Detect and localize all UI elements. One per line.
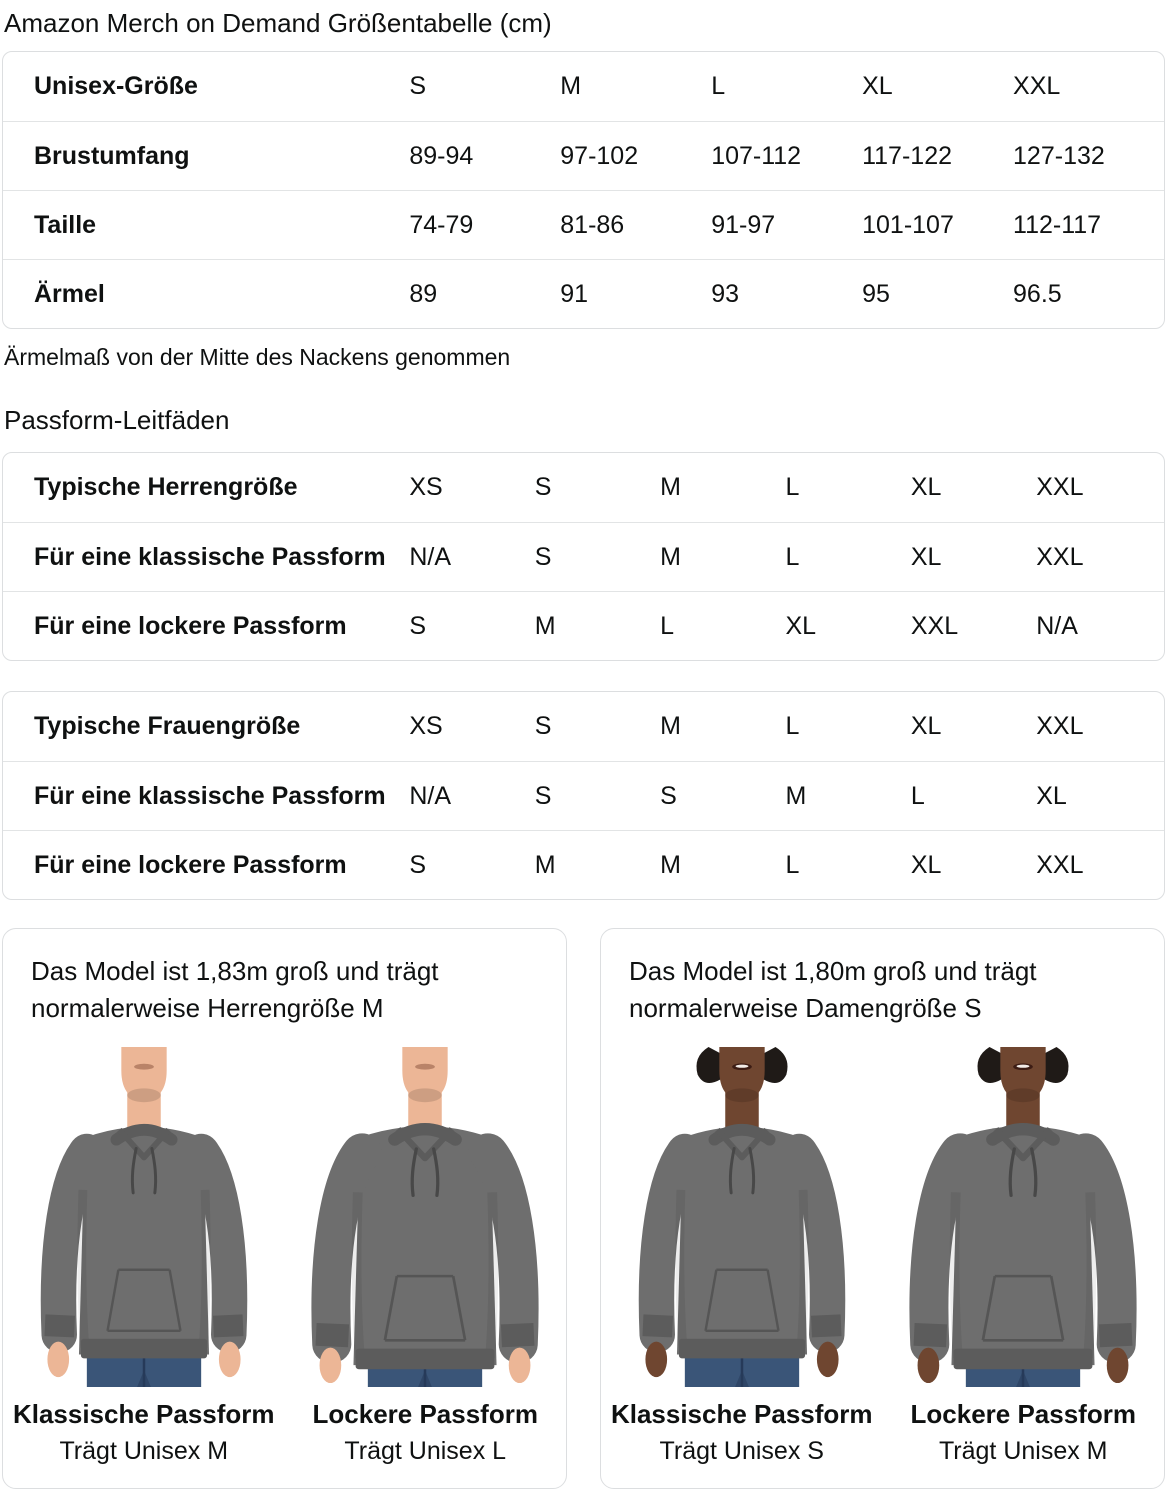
male-model-classic-fit-photo bbox=[20, 1047, 268, 1387]
size-value: 97-102 bbox=[560, 141, 639, 170]
size-value: M bbox=[660, 712, 681, 740]
size-value: 89 bbox=[409, 279, 438, 308]
table-row bbox=[3, 522, 1164, 591]
table-row bbox=[3, 259, 1164, 328]
size-value: 112-117 bbox=[1013, 210, 1102, 239]
size-value: 127-132 bbox=[1013, 141, 1105, 170]
fit-guide-table-men bbox=[2, 452, 1165, 661]
size-value: XXL bbox=[1036, 542, 1084, 571]
size-value: 91-97 bbox=[711, 210, 776, 239]
fit-type-label: Lockere Passform bbox=[312, 1399, 538, 1429]
male-model-loose-fit-photo bbox=[301, 1047, 549, 1387]
size-value: S bbox=[534, 473, 552, 501]
size-value: N/A bbox=[409, 542, 452, 571]
model-description: Das Model ist 1,83m groß und trägt normalerweise Herrengröße M bbox=[31, 956, 439, 1023]
female-model-loose-fit-photo bbox=[899, 1047, 1147, 1387]
size-value: XXL bbox=[1036, 473, 1084, 501]
table-row bbox=[3, 190, 1164, 259]
female-model-classic-fit-photo bbox=[618, 1047, 866, 1387]
size-value: XS bbox=[409, 712, 443, 740]
model-figure-loose bbox=[883, 1047, 1165, 1466]
size-value: M bbox=[534, 611, 556, 640]
size-value: M bbox=[660, 542, 681, 571]
size-value: S bbox=[409, 611, 427, 640]
wears-size-label: Trägt Unisex M bbox=[59, 1437, 229, 1465]
row-label: Taille bbox=[34, 210, 97, 239]
size-value: S bbox=[534, 542, 552, 571]
page-title: Amazon Merch on Demand Größentabelle (cm) bbox=[4, 8, 552, 38]
size-value: XL bbox=[1036, 781, 1067, 810]
wears-size-label: Trägt Unisex M bbox=[938, 1437, 1108, 1465]
model-figure-classic bbox=[3, 1047, 285, 1466]
size-value: L bbox=[711, 72, 726, 100]
model-figures bbox=[601, 1047, 1164, 1466]
model-figures bbox=[3, 1047, 566, 1466]
fit-guides-heading: Passform-Leitfäden bbox=[4, 405, 230, 435]
model-card-women bbox=[600, 928, 1165, 1489]
size-value: S bbox=[409, 850, 427, 879]
row-label: Typische Herrengröße bbox=[34, 473, 298, 501]
fit-guide-table-women bbox=[2, 691, 1165, 900]
size-value: L bbox=[910, 781, 925, 810]
model-figure-loose bbox=[285, 1047, 567, 1466]
size-value: 81-86 bbox=[560, 210, 625, 239]
row-label: Unisex-Größe bbox=[34, 72, 198, 100]
figure-caption bbox=[611, 1387, 873, 1466]
size-value: L bbox=[785, 850, 800, 879]
size-value: XL bbox=[785, 611, 817, 640]
row-label: Für eine lockere Passform bbox=[34, 611, 347, 640]
row-label: Für eine klassische Passform bbox=[34, 542, 386, 571]
size-chart-page bbox=[0, 8, 1167, 1489]
size-value: XS bbox=[409, 473, 443, 501]
model-card-men bbox=[2, 928, 567, 1489]
size-value: M bbox=[660, 473, 681, 501]
size-value: S bbox=[660, 781, 677, 810]
size-value: 93 bbox=[711, 279, 739, 308]
size-value: XL bbox=[910, 473, 942, 501]
size-table bbox=[2, 51, 1165, 329]
size-value: XL bbox=[910, 712, 942, 740]
figure-caption bbox=[13, 1387, 275, 1466]
sleeve-measure-note: Ärmelmaß von der Mitte des Nackens genommen bbox=[4, 344, 511, 370]
size-value: M bbox=[534, 850, 556, 879]
size-value: XL bbox=[862, 72, 893, 100]
fit-type-label: Klassische Passform bbox=[610, 1399, 873, 1429]
size-value: L bbox=[785, 712, 800, 740]
size-value: 74-79 bbox=[409, 210, 474, 239]
table-row bbox=[3, 761, 1164, 830]
size-value: L bbox=[785, 542, 800, 571]
row-label: Für eine klassische Passform bbox=[34, 781, 386, 810]
size-value: M bbox=[785, 781, 807, 810]
size-value: XXL bbox=[1036, 850, 1084, 879]
figure-caption bbox=[911, 1387, 1136, 1466]
fit-type-label: Klassische Passform bbox=[12, 1399, 275, 1429]
size-value: 117-122 bbox=[862, 141, 953, 170]
figure-caption bbox=[313, 1387, 538, 1466]
model-figure-classic bbox=[601, 1047, 883, 1466]
table-row bbox=[3, 52, 1164, 121]
size-value: M bbox=[560, 72, 582, 100]
model-description: Das Model ist 1,80m groß und trägt normalerweise Damengröße S bbox=[629, 956, 1037, 1023]
size-value: 91 bbox=[560, 279, 589, 308]
size-value: 101-107 bbox=[862, 210, 954, 239]
table-row bbox=[3, 692, 1164, 761]
size-value: N/A bbox=[1036, 611, 1078, 640]
table-row bbox=[3, 830, 1164, 899]
wears-size-label: Trägt Unisex S bbox=[659, 1437, 824, 1465]
size-value: 96.5 bbox=[1013, 279, 1062, 308]
size-value: XXL bbox=[910, 611, 959, 640]
size-value: XL bbox=[910, 850, 942, 879]
size-value: L bbox=[785, 473, 800, 501]
model-cards bbox=[2, 928, 1165, 1489]
size-value: S bbox=[534, 781, 552, 810]
row-label: Ärmel bbox=[34, 279, 105, 308]
table-row bbox=[3, 121, 1164, 190]
size-value: M bbox=[660, 850, 681, 879]
row-label: Für eine lockere Passform bbox=[34, 850, 347, 879]
size-value: 89-94 bbox=[409, 141, 474, 170]
row-label: Brustumfang bbox=[34, 141, 190, 170]
size-value: L bbox=[660, 611, 674, 640]
size-value: 95 bbox=[862, 279, 890, 308]
fit-type-label: Lockere Passform bbox=[910, 1399, 1136, 1429]
table-row bbox=[3, 453, 1164, 522]
size-value: S bbox=[409, 72, 427, 100]
table-row bbox=[3, 591, 1164, 660]
row-label: Typische Frauengröße bbox=[34, 712, 301, 740]
wears-size-label: Trägt Unisex L bbox=[344, 1437, 507, 1465]
size-value: 107-112 bbox=[711, 141, 802, 170]
size-value: N/A bbox=[409, 781, 452, 810]
size-value: XXL bbox=[1036, 712, 1084, 740]
size-value: XL bbox=[910, 542, 942, 571]
size-value: XXL bbox=[1013, 72, 1061, 100]
size-value: S bbox=[534, 712, 552, 740]
